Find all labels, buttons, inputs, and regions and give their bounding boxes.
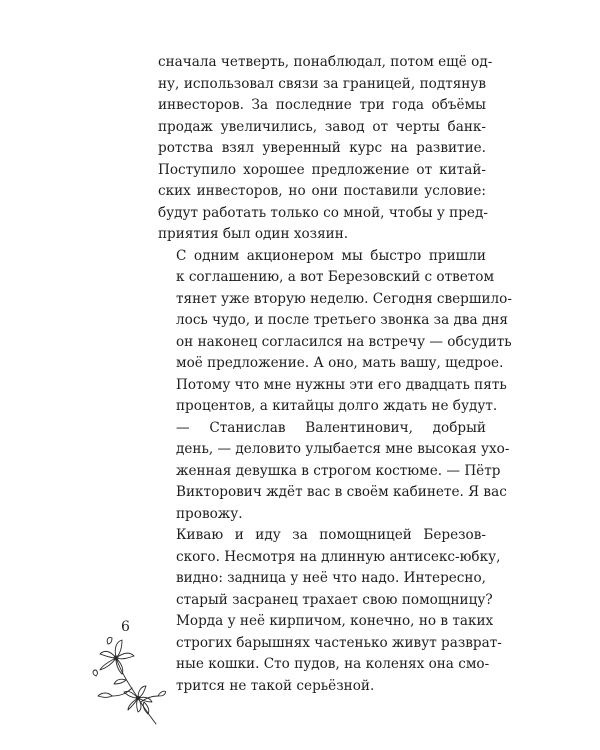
text-line: лось чудо, и после третьего звонка за два дня: [176, 312, 508, 328]
text-line: он наконец согласился на встречу — обсудить: [176, 333, 512, 350]
text-line: тянет уже вторую неделю. Сегодня свершило-: [176, 290, 512, 307]
text-line: Киваю и иду за помощницей Березов-: [176, 527, 486, 543]
text-line: продаж увеличились, завод от черты банк-: [158, 118, 486, 135]
text-line: старый засранец трахает свою помощницу?: [176, 591, 493, 608]
paragraph: [158, 418, 510, 526]
text-line: инвесторов. За последние три года объёмы: [158, 97, 486, 113]
text-line: моё предложение. А оно, мать вашу, щедрое.: [176, 355, 504, 371]
text-line: Морда у неё кирпичом, конечно, но в таких: [176, 613, 494, 629]
flower-branch-icon: [86, 636, 166, 726]
text-line: к соглашению, а вот Березовский с ответом: [176, 269, 495, 285]
text-line: трится не такой серьёзной.: [176, 677, 375, 694]
text-line: ских инвесторов, но они поставили условие:: [158, 183, 486, 199]
body-text: [158, 52, 512, 697]
text-line: сначала четверть, понаблюдал, потом ещё од-: [158, 54, 493, 70]
text-line: приятия был один хозяин.: [158, 226, 349, 242]
text-line: женная девушка в строгом костюме. — Пётр: [176, 462, 501, 479]
text-line: строгих барышнях частенько живут разврат-: [176, 634, 502, 651]
page-number: 6: [121, 619, 130, 635]
text-line: Поступило хорошее предложение от китай-: [158, 161, 486, 178]
text-line: провожу.: [176, 505, 243, 522]
text-line: видно: задница у неё что надо. Интересно,: [176, 570, 486, 586]
paragraph: [158, 246, 512, 418]
paragraph: [158, 525, 502, 697]
text-line: Потому что мне нужны эти его двадцать пять: [176, 376, 507, 393]
text-line: будут работать только со мной, чтобы у пред-: [158, 204, 488, 221]
text-line: Викторович ждёт вас в своём кабинете. Я вас: [176, 484, 507, 500]
text-line: ротства взял уверенный курс на развитие.: [158, 140, 486, 156]
text-line: С одним акционером мы быстро пришли: [176, 247, 486, 264]
text-line: ну, использовал связи за границей, подтянув: [158, 75, 486, 92]
text-line: процентов, а китайцы долго ждать не будут.: [176, 398, 498, 414]
text-line: день, — деловито улыбается мне высокая ухо-: [176, 441, 510, 457]
text-line: — Станислав Валентинович, добрый: [176, 419, 486, 436]
text-line: ского. Несмотря на длинную антисекс-юбку,: [176, 548, 501, 565]
paragraph: [158, 52, 493, 246]
text-line: ные кошки. Сто пудов, на коленях она смо-: [176, 656, 490, 672]
